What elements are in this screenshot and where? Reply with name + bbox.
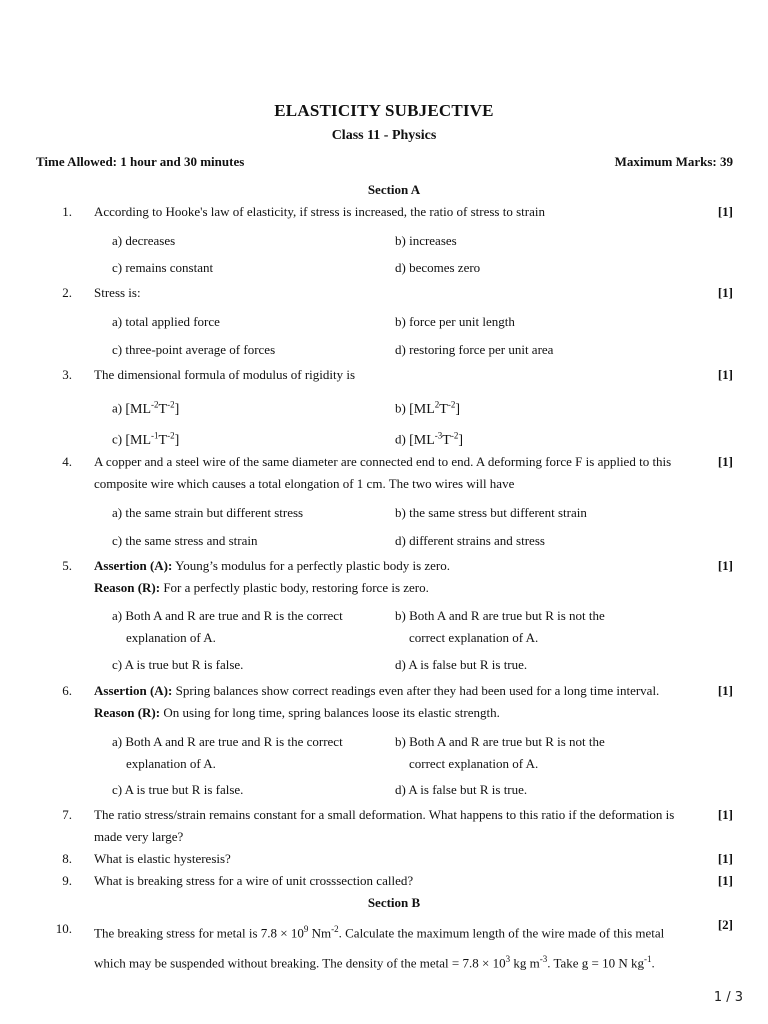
question-marks: [1] [717,807,733,822]
question-text: What is breaking stress for a wire of unit crosssection called? [94,873,414,888]
question-marks: [1] [717,851,733,866]
page-title: ELASTICITY SUBJECTIVE [274,101,494,120]
question-text: The ratio stress/strain remains constant for a small deformation. What happens to this ratio if the deformation is made very large? [94,807,675,844]
question-marks: [1] [717,683,733,698]
option-label: d) [395,431,406,447]
assertion [94,680,704,724]
option-b: b) the same stress but different strain [395,505,587,520]
question-text: According to Hooke's law of elasticity, if stress is increased, the ratio of stress to strain [94,204,545,219]
reason-label: Reason (R): [94,705,161,720]
section-a-heading: Section A [367,182,421,197]
question-marks: [1] [717,204,733,219]
option-a: a) total applied force [112,314,220,329]
question-number: 5. [62,558,72,573]
page-number: 1 / 3 [713,990,743,1005]
option-b: b) force per unit length [395,314,515,329]
section-b-heading: Section B [367,895,421,910]
option-d: d) A is false but R is true. [395,782,528,797]
option-label: c) [112,431,123,447]
dimensional-formula: $[ML^{-3}T^{-2}]$ [409,430,463,448]
question-number: 2. [62,285,72,300]
option-a: a) decreases [112,233,176,248]
question-text: The dimensional formula of modulus of rigidity is [94,367,356,382]
option-c: c) three-point average of forces [112,342,276,357]
option-c: c) remains constant [112,260,214,275]
option-d: d) different strains and stress [395,533,545,548]
assertion [94,555,704,599]
question-marks: [2] [717,917,733,932]
question-number: 9. [62,873,72,888]
option-a: a) Both A and R are true and R is the correct explanation of A. [112,608,343,645]
option-c: c) the same stress and strain [112,533,258,548]
question-marks: [1] [717,558,733,573]
reason-text: On using for long time, spring balances loose its elastic strength. [163,705,500,720]
option-d [395,424,463,452]
option-label: a) [112,400,123,416]
question-number: 7. [62,807,72,822]
option-label: b) [395,400,406,416]
option-d: d) becomes zero [395,260,481,275]
time-allowed: Time Allowed: 1 hour and 30 minutes [36,154,245,169]
dimensional-formula: $[ML^{-1}T^{-2}]$ [125,430,180,448]
question-text: A copper and a steel wire of the same diameter are connected end to end. A deforming force F is applied to this composite wire which causes a total elongation of 1 cm. The two wires will have [94,454,672,491]
option-b: b) increases [395,233,457,248]
option-c [112,424,179,452]
option-c: c) A is true but R is false. [112,657,244,672]
option-b: b) Both A and R are true but R is not the correct explanation of A. [395,734,605,771]
option-a: a) the same strain but different stress [112,505,304,520]
option-c: c) A is true but R is false. [112,782,244,797]
question-number: 4. [62,454,72,469]
option-b: b) Both A and R are true but R is not the correct explanation of A. [395,608,605,645]
maximum-marks: Maximum Marks: 39 [614,154,733,169]
question-marks: [1] [717,454,733,469]
reason-text: For a perfectly plastic body, restoring force is zero. [163,580,429,595]
dimensional-formula: $[ML^2T^{-2}]$ [409,399,460,417]
question-marks: [1] [717,367,733,382]
question-number: 3. [62,367,72,382]
question-number: 1. [62,204,72,219]
reason-label: Reason (R): [94,580,161,595]
page-subtitle: Class 11 - Physics [331,128,437,143]
option-a [112,393,179,421]
option-b [395,393,460,421]
question-marks: [1] [717,873,733,888]
question-text: Stress is: [94,285,141,300]
option-a: a) Both A and R are true and R is the correct explanation of A. [112,734,343,771]
question-number: 8. [62,851,72,866]
assertion-label: Assertion (A): [94,683,173,698]
question-text: The breaking stress for metal is $7.8 \times 10^9$ $Nm^{-2}$. Calculate the maximum length of the wire made of this metal which may be suspended without breaking. The density of the metal = $7.8 \times 10^3$ kg $m^{-3}$. Take g = 10 N $kg^{-1}$. [94,924,665,971]
dimensional-formula: $[ML^{-2}T^{-2}]$ [125,399,180,417]
assertion-text: Spring balances show correct readings even after they had been used for a long time interval. [175,683,660,698]
question-text: What is elastic hysteresis? [94,851,231,866]
option-d: d) restoring force per unit area [395,342,554,357]
question-marks: [1] [717,285,733,300]
question-number: 10. [55,921,72,936]
question-number: 6. [62,683,72,698]
assertion-label: Assertion (A): [94,558,173,573]
assertion-text: Young’s modulus for a perfectly plastic body is zero. [175,558,451,573]
option-d: d) A is false but R is true. [395,657,528,672]
